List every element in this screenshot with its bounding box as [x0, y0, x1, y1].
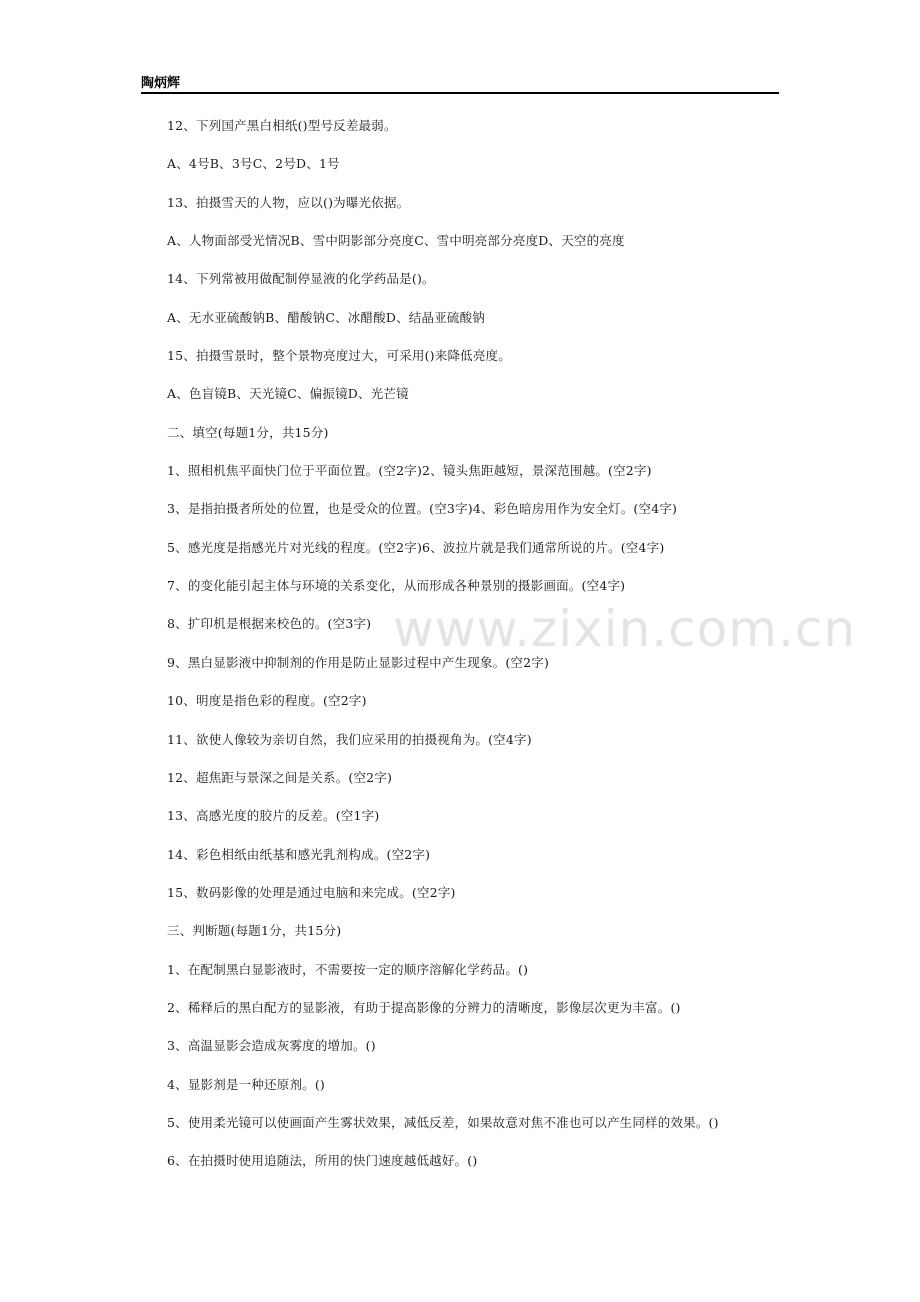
text-line: 6、在拍摄时使用追随法，所用的快门速度越低越好。()	[167, 1153, 478, 1169]
watermark: www.zixin.com.cn	[393, 600, 857, 658]
page-header	[141, 70, 779, 94]
section-heading: 三、判断题(每题1分，共15分)	[167, 923, 342, 939]
section-heading: 二、填空(每题1分，共15分)	[167, 424, 329, 440]
text-line: 10、明度是指色彩的程度。(空2字)	[167, 693, 367, 709]
text-line: A、无水亚硫酸钠B、醋酸钠C、冰醋酸D、结晶亚硫酸钠	[167, 309, 485, 325]
text-line: 13、拍摄雪天的人物，应以()为曝光依据。	[167, 194, 410, 210]
text-line: 5、使用柔光镜可以使画面产生雾状效果，减低反差，如果故意对焦不准也可以产生同样的效果。()	[167, 1114, 719, 1130]
text-line: 4、显影剂是一种还原剂。()	[167, 1076, 326, 1092]
text-line: 1、在配制黑白显影液时，不需要按一定的顺序溶解化学药品。()	[167, 961, 529, 977]
text-line: A、人物面部受光情况B、雪中阴影部分亮度C、雪中明亮部分亮度D、天空的亮度	[167, 233, 625, 249]
text-line: 13、高感光度的胶片的反差。(空1字)	[167, 808, 380, 824]
text-line: 7、的变化能引起主体与环境的关系变化，从而形成各种景别的摄影画面。(空4字)	[167, 578, 626, 594]
text-line: 12、下列国产黑白相纸()型号反差最弱。	[167, 118, 397, 133]
text-line: 12、超焦距与景深之间是关系。(空2字)	[167, 769, 393, 785]
text-line: 11、欲使人像较为亲切自然，我们应采用的拍摄视角为。(空4字)	[167, 731, 532, 747]
text-line: A、4号B、3号C、2号D、1号	[167, 156, 340, 172]
text-line: A、色盲镜B、天光镜C、偏振镜D、光芒镜	[167, 386, 409, 402]
text-line: 8、扩印机是根据来校色的。(空3字)	[167, 616, 372, 632]
text-line: 14、下列常被用做配制停显液的化学药品是()。	[167, 271, 435, 287]
text-line: 3、高温显影会造成灰雾度的增加。()	[167, 1038, 376, 1054]
text-line: 15、拍摄雪景时，整个景物亮度过大，可采用()来降低亮度。	[167, 348, 511, 364]
text-line: 1、照相机焦平面快门位于平面位置。(空2字)2、镜头焦距越短，景深范围越。(空2字)	[167, 463, 652, 479]
header-author: 陶炳辉	[141, 76, 181, 91]
text-line: 15、数码影像的处理是通过电脑和来完成。(空2字)	[167, 884, 456, 900]
text-line: 9、黑白显影液中抑制剂的作用是防止显影过程中产生现象。(空2字)	[167, 654, 550, 670]
text-line: 2、稀释后的黑白配方的显影液，有助于提高影像的分辨力的清晰度，影像层次更为丰富。()	[167, 999, 681, 1015]
text-line: 5、感光度是指感光片对光线的程度。(空2字)6、波拉片就是我们通常所说的片。(空4字)	[167, 539, 665, 555]
text-line: 14、彩色相纸由纸基和感光乳剂构成。(空2字)	[167, 846, 431, 862]
document-body	[167, 116, 787, 1190]
text-line: 3、是指拍摄者所处的位置，也是受众的位置。(空3字)4、彩色暗房用作为安全灯。(空4字)	[167, 501, 678, 517]
